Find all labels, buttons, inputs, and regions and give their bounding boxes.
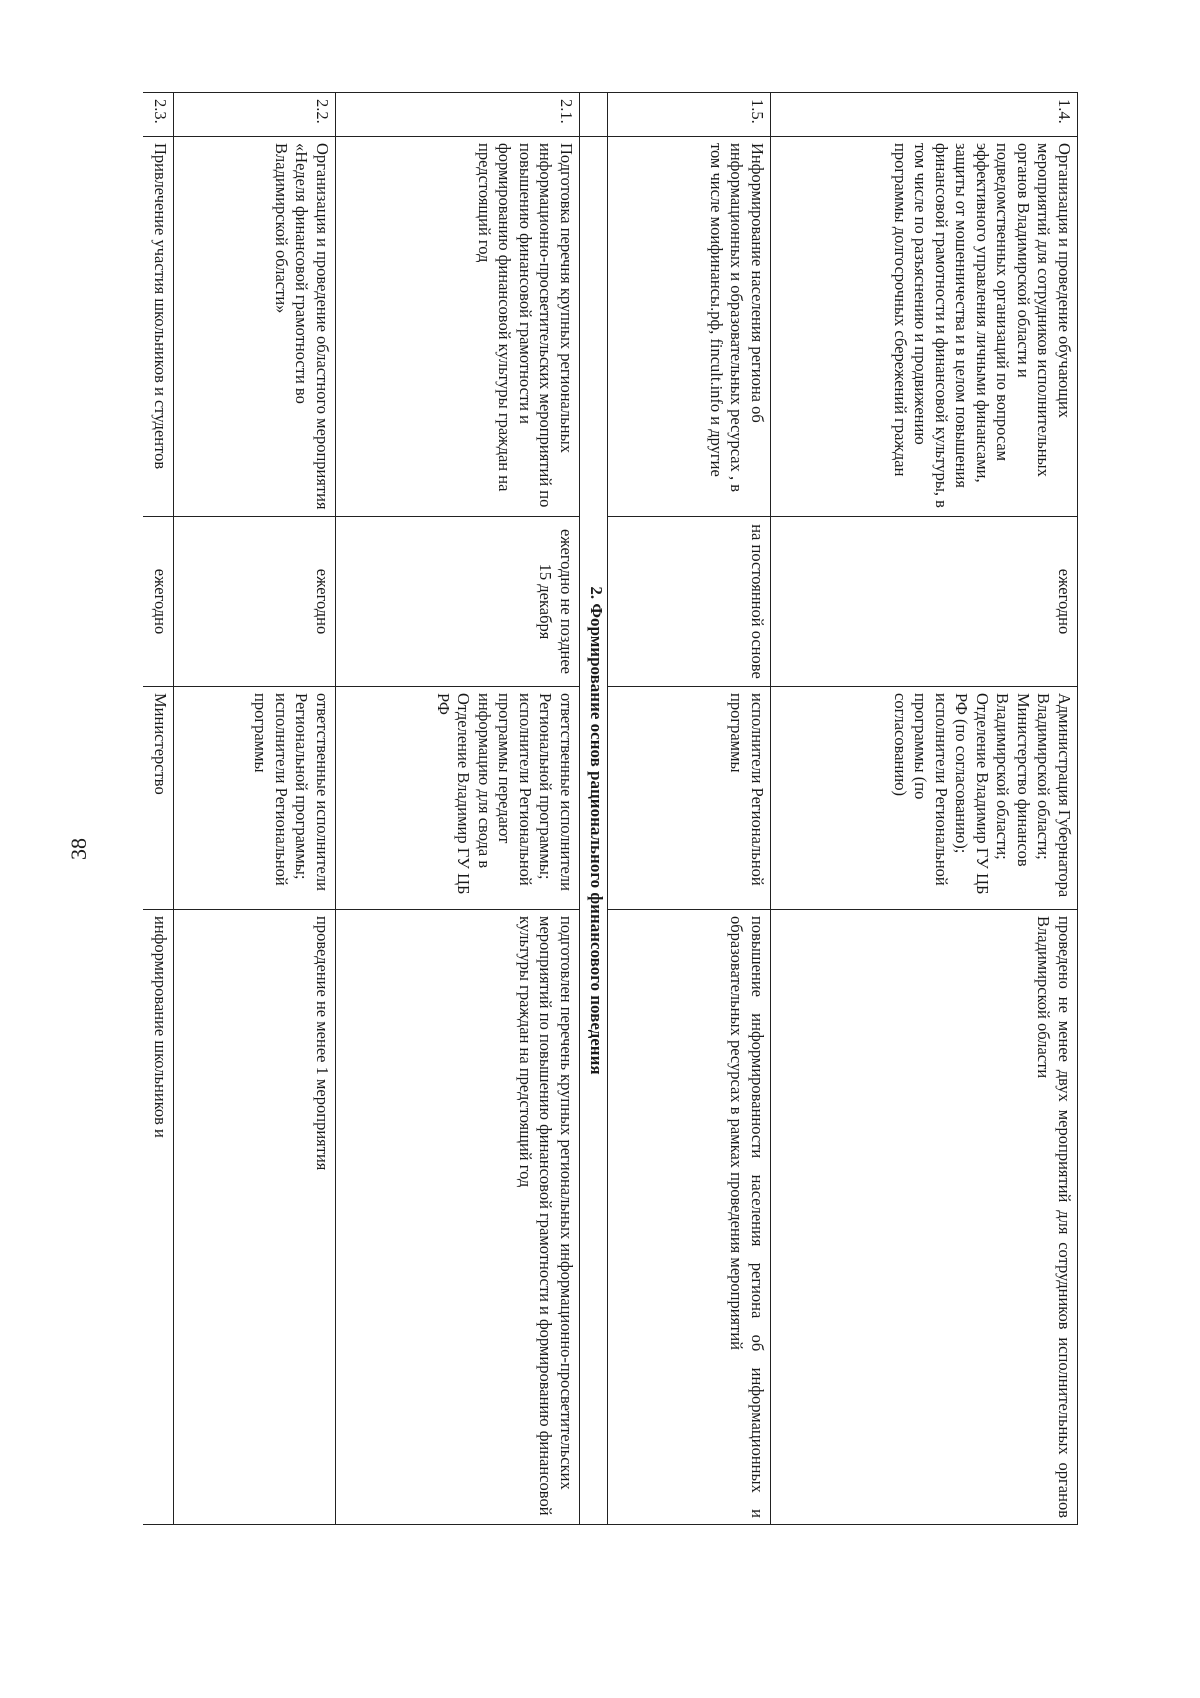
table-row <box>335 93 579 1525</box>
activity-cell: Информирование населения региона об информационных и образовательных ресурсах , в том числе моифинансы.рф, fincult.info и другие <box>607 137 770 517</box>
section-heading: 2. Формирование основ рационального финансового поведения <box>579 137 607 1525</box>
page-number: 38 <box>66 838 91 860</box>
activity-cell: Привлечение участия школьников и студентов <box>143 137 173 517</box>
term-cell: ежегодно <box>173 517 335 687</box>
term-cell: ежегодно не позднее 15 декабря <box>335 517 579 687</box>
activity-cell: Организация и проведение областного мероприятия «Неделя финансовой грамотности во Владимирской области» <box>173 137 335 517</box>
row-number: 1.4. <box>771 93 1078 137</box>
row-number: 1.5. <box>607 93 770 137</box>
result-cell: проведение не менее 1 мероприятия <box>173 910 335 1525</box>
row-number: 2.2. <box>173 93 335 137</box>
table-row <box>607 93 770 1525</box>
rotated-table-container <box>143 92 1078 1524</box>
executor-cell: Министерство <box>143 687 173 910</box>
row-number: 2.1. <box>335 93 579 137</box>
table-row <box>173 93 335 1525</box>
result-cell: проведено не менее двух мероприятий для сотрудников исполнительных органов Владимирской области <box>771 910 1078 1525</box>
activity-cell: Организация и проведение обучающих мероприятий для сотрудников исполнительных органов Владимирской области и подведомственных организаций по вопросам эффективного управления личными финансами, защиты от мошенничества и в целом повышения финансовой грамотности и финансовой культуры, в том числе по разъяснению и продвижению программы долгосрочных сбережений граждан <box>771 137 1078 517</box>
activity-cell: Подготовка перечня крупных региональных информационно-просветительских мероприятий по повышению финансовой грамотности и формированию финансовой культуры граждан на предстоящий год <box>335 137 579 517</box>
executor-cell: ответственные исполнители Региональной программы; исполнители Региональной программы <box>173 687 335 910</box>
executor-cell: исполнители Региональной программы <box>607 687 770 910</box>
activities-table <box>143 92 1078 1525</box>
term-cell: ежегодно <box>143 517 173 687</box>
result-cell: подготовлен перечень крупных региональных информационно-просветительских мероприятий по повышению финансовой грамотности и формированию финансовой культуры граждан на предстоящий год <box>335 910 579 1525</box>
section-spacer <box>579 93 607 137</box>
table-row <box>143 93 173 1525</box>
result-cell: информирование школьников и <box>143 910 173 1525</box>
executor-cell: Администрация Губернатора Владимирской области; Министерство финансов Владимирской области; Отделение Владимир ГУ ЦБ РФ (по согласованию); исполнители Региональной программы (по согласованию) <box>771 687 1078 910</box>
result-cell: повышение информированности населения региона об информационных и образовательных ресурсах в рамках проведения мероприятий <box>607 910 770 1525</box>
executor-cell: ответственные исполнители Региональной программы; исполнители Региональной программы передают информацию для свода в Отделение Владимир ГУ ЦБ РФ <box>335 687 579 910</box>
section-row <box>579 93 607 1525</box>
table-row <box>771 93 1078 1525</box>
term-cell: ежегодно <box>771 517 1078 687</box>
row-number: 2.3. <box>143 93 173 137</box>
term-cell: на постоянной основе <box>607 517 770 687</box>
